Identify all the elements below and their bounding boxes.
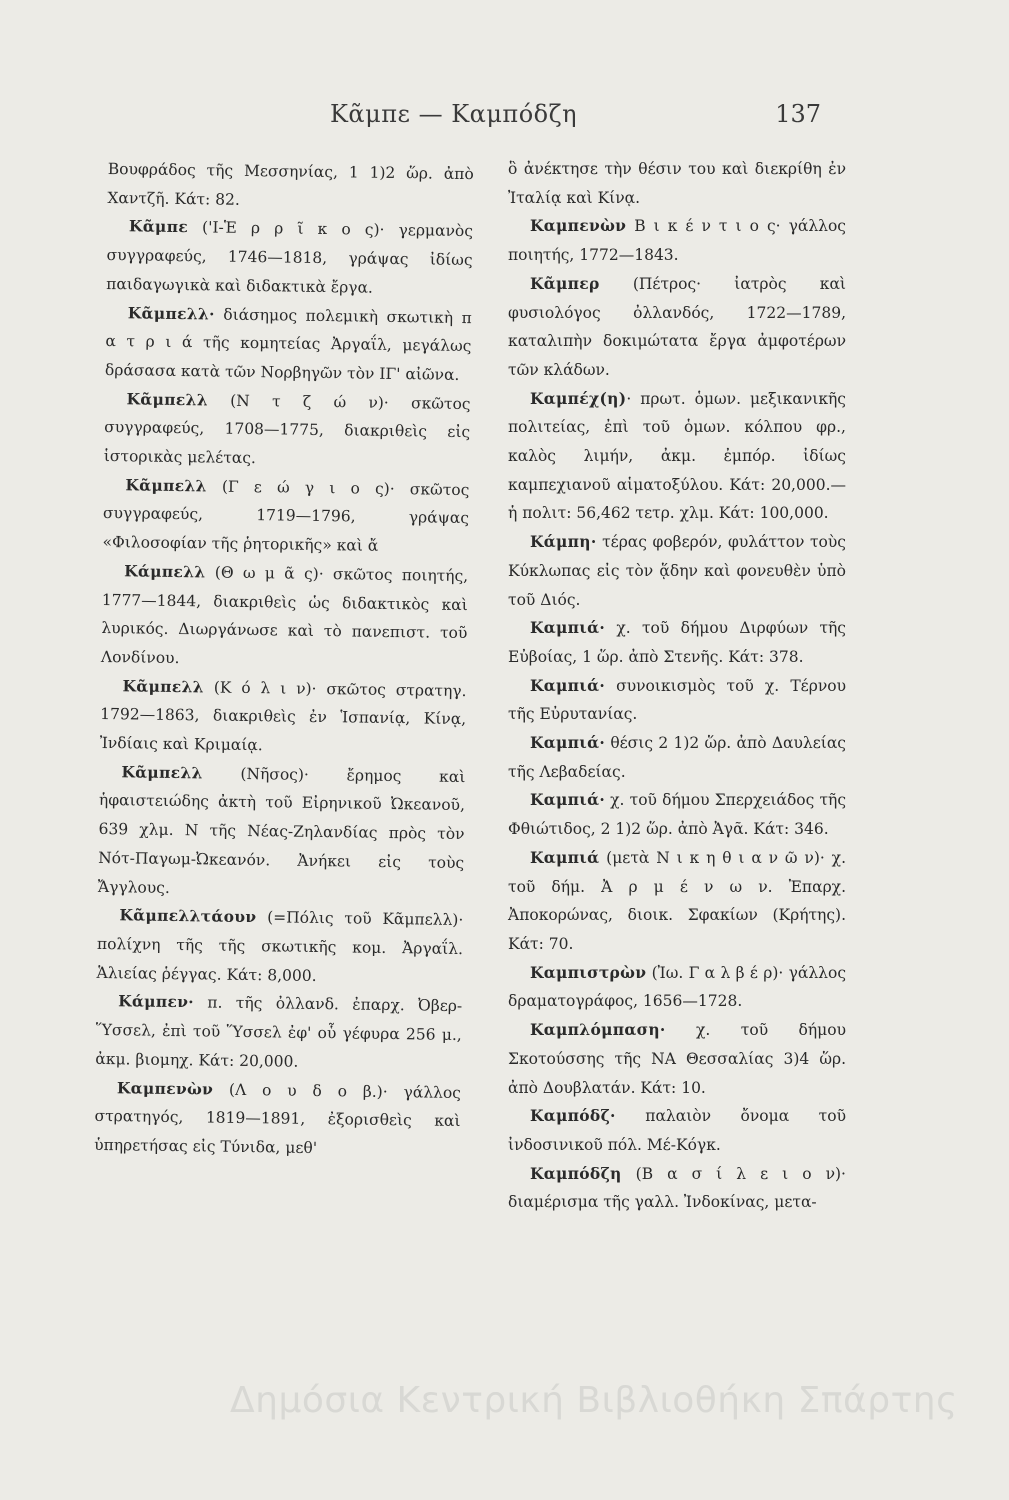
page-header	[0, 100, 1009, 140]
entry-text: ὃ ἀνέκτησε τὴν θέσιν του καὶ διεκρίθη ἐν Ἰταλίᾳ καὶ Κίνᾳ.	[508, 160, 846, 207]
entry-headword: Καμπιά·	[530, 675, 606, 695]
entry-text: διάσημος πολεμικὴ σκωτικὴ π α τ ρ ι ά τῆς κομητείας Ἀργαΐλ, μεγάλως δράσασα κατὰ τῶν Νορβηγῶν τὸν ΙΓ' αἰῶνα.	[104, 305, 472, 384]
entry-headword: Κᾶμπελλ	[122, 675, 205, 697]
right-column	[508, 155, 846, 1217]
dictionary-entry	[508, 672, 846, 729]
entry-text: χ. τοῦ δήμου Σκοτούσσης τῆς ΝΑ Θεσσαλίας 3)4 ὥρ. ἀπὸ Δουβλατάν. Κάτ: 10.	[508, 1021, 846, 1097]
dictionary-entry	[105, 299, 472, 390]
left-column	[94, 155, 474, 1165]
entry-text: Βουφράδος τῆς Μεσσηνίας, 1 1)2 ὥρ. ἀπὸ Χαντζῆ. Κάτ: 82.	[107, 159, 474, 209]
dictionary-entry	[508, 959, 846, 1016]
dictionary-entry	[508, 786, 846, 843]
entry-text: (Ἰω. Γ α λ β έ ρ)· γάλλος δραματογράφος, 1656—1728.	[508, 963, 846, 1011]
dictionary-entry	[508, 270, 846, 385]
entry-headword: Κᾶμπελλτάουν	[119, 905, 257, 927]
dictionary-entry	[98, 758, 466, 907]
dictionary-entry	[508, 1160, 846, 1217]
entry-text: συνοικισμὸς τοῦ χ. Τέρνου τῆς Εὐρυτανίας.	[508, 676, 846, 724]
entry-headword: Κάμπεν·	[118, 991, 195, 1012]
entry-headword: Κάμπη·	[530, 532, 597, 552]
dictionary-entry	[101, 557, 469, 677]
entry-headword: Κᾶμπελλ	[126, 388, 209, 410]
entry-headword: Κᾶμπερ	[530, 273, 600, 293]
entry-text: (=Πόλις τοῦ Κᾶμπελλ)· πολίχνη τῆς τῆς σκωτικῆς κομ. Ἀργαΐλ. Ἁλιείας ῥέγγας. Κάτ: 8,000.	[96, 908, 464, 985]
dictionary-entry	[508, 1016, 846, 1102]
entry-text: ('Ι-Ἑ ρ ρ ῖ κ ο ς)· γερμανὸς συγγραφεύς, 1746—1818, γράψας ἰδίως παιδαγωγικὰ καὶ διδακτικὰ ἔργα.	[106, 218, 474, 297]
entry-text: τέρας φοβερόν, φυλάττον τοὺς Κύκλωπας εἰς τὸν ᾅδην καὶ φονευθὲν ὑπὸ τοῦ Διός.	[508, 533, 846, 609]
dictionary-entry	[106, 212, 473, 303]
library-watermark: Δημόσια Κεντρική Βιβλιοθήκη Σπάρτης	[230, 1380, 958, 1421]
dictionary-entry	[508, 528, 846, 614]
entry-headword: Καμπιά	[530, 847, 600, 867]
entry-text: χ. τοῦ δήμου Διρφύων τῆς Εὐβοίας, 1 ὥρ. ἀπὸ Στενῆς. Κάτ: 378.	[508, 619, 846, 666]
dictionary-entry	[508, 1102, 846, 1159]
entry-headword: Κᾶμπε	[128, 216, 189, 237]
entry-text: (Ν τ ζ ώ ν)· σκῶτος συγγραφεύς, 1708—1775, διακριθεὶς εἰς ἱστορικὰς μελέτας.	[103, 391, 471, 468]
dictionary-entry	[95, 987, 462, 1078]
entry-text: π. τῆς ὀλλανδ. ἐπαρχ. Ὀβερ-Ὕσσελ, ἐπὶ τοῦ Ὕσσελ ἐφ' οὗ γέφυρα 256 μ., ἀκμ. βιομηχ. Κάτ: 20,000.	[95, 993, 463, 1071]
entry-text: (Πέτρος· ἰατρὸς καὶ φυσιολόγος ὀλλανδός, 1722—1789, καταλιπὴν δοκιμώτατα ἔργα ἀμφοτέρων τῶν κλάδων.	[508, 274, 846, 379]
entry-text: χ. τοῦ δήμου Σπερχειάδος τῆς Φθιώτιδος, 2 1)2 ὥρ. ἀπὸ Ἀγᾶ. Κάτ: 346.	[508, 791, 846, 839]
entry-headword: Καμπενὼν	[116, 1077, 214, 1099]
dictionary-entry	[104, 385, 471, 476]
entry-text: (Γ ε ώ γ ι ο ς)· σκῶτος συγγραφεύς, 1719—1796, γράψας «Φιλοσοφίαν τῆς ῥητορικῆς» καὶ ἄ	[102, 477, 470, 555]
entry-text: (Νῆσος)· ἔρημος καὶ ἡφαιστειώδης ἀκτὴ τοῦ Εἰρηνικοῦ Ὠκεανοῦ, 639 χλμ. Ν τῆς Νέας-Ζηλανδίας πρὸς τὸν Νότ-Παγωμ-Ὠκεανόν. Ἀνήκει εἰς τοὺς Ἄγγλους.	[97, 764, 466, 897]
entry-headword: Καμπόδζη	[530, 1163, 622, 1183]
dictionary-entry	[100, 672, 467, 763]
entry-text: · πρωτ. ὁμων. μεξικανικῆς πολιτείας, ἐπὶ τοῦ ὁμων. κόλπου φρ., καλὸς λιμήν, ἀκμ. ἐμπόρ. ἰδίως καμπεχιανοῦ αἱματοξύλου. Κάτ: 20,000.—ἡ πολιτ: 56,462 τετρ. χλμ. Κάτ: 100,000.	[508, 389, 846, 523]
page-number: 137	[775, 100, 821, 128]
entry-headword: Καμπιά·	[530, 618, 606, 638]
dictionary-entry	[508, 155, 846, 212]
entry-headword: Καμπόδζ·	[530, 1106, 616, 1126]
entry-text: (Κ ό λ ι ν)· σκῶτος στρατηγ. 1792—1863, διακριθεὶς ἐν Ἱσπανίᾳ, Κίνᾳ, Ἰνδίαις καὶ Κριμαίᾳ.	[99, 678, 467, 755]
entry-text: Β ι κ έ ν τ ι ο ς· γάλλος ποιητής, 1772—1843.	[508, 217, 846, 265]
entry-headword: Καμπέχ(η)	[530, 388, 627, 408]
dictionary-entry	[508, 614, 846, 671]
entry-headword: Κάμπελλ	[124, 561, 206, 582]
entry-headword: Καμπιά·	[530, 790, 606, 810]
dictionary-entry	[508, 729, 846, 786]
entry-text: (Λ ο υ δ ο β.)· γάλλος στρατηγός, 1819—1891, ἐξορισθεὶς καὶ ὑπηρετήσας εἰς Τύνιδα, μεθ'	[94, 1080, 462, 1157]
dictionary-entry	[94, 1073, 461, 1164]
dictionary-entry	[508, 844, 846, 959]
entry-headword: Καμπιά·	[530, 733, 606, 753]
entry-headword: Καμπιστρὼν	[530, 962, 647, 982]
entry-headword: Κᾶμπελλ	[125, 475, 207, 496]
entry-text: (Θ ω μ ᾶ ς)· σκῶτος ποιητής, 1777—1844, διακριθεὶς ὡς διδακτικὸς καὶ λυρικός. Διωργάνωσε καὶ τὸ πανεπιστ. τοῦ Λονδίνου.	[100, 563, 469, 667]
entry-text: θέσις 2 1)2 ὥρ. ἀπὸ Δαυλείας τῆς Λεβαδείας.	[508, 734, 846, 781]
dictionary-entry	[102, 471, 469, 562]
entry-headword: Κᾶμπελλ·	[127, 302, 215, 324]
entry-headword: Καμπλόμπαση·	[530, 1020, 666, 1040]
dictionary-entry	[96, 901, 463, 992]
entry-text: (Β α σ ί λ ε ι ο ν)· διαμέρισμα τῆς γαλλ. Ἰνδοκίνας, μετα-	[508, 1164, 846, 1212]
entry-text: (μετὰ Ν ι κ η θ ι α ν ῶ ν)· χ. τοῦ δήμ. Ἀ ρ μ έ ν ω ν. Ἐπαρχ. Ἀποκορώνας, διοικ. Σφακίων (Κρήτης). Κάτ: 70.	[508, 848, 846, 953]
entry-headword: Καμπενὼν	[530, 216, 627, 236]
entry-text: παλαιὸν ὄνομα τοῦ ἰνδοσινικοῦ πόλ. Μέ-Κόγκ.	[508, 1107, 846, 1154]
dictionary-entry	[508, 212, 846, 269]
dictionary-entry	[107, 155, 474, 218]
dictionary-entry	[508, 385, 846, 529]
running-head: Κᾶμπε — Καμπόδζη	[330, 100, 577, 128]
entry-headword: Κᾶμπελλ	[121, 762, 203, 783]
